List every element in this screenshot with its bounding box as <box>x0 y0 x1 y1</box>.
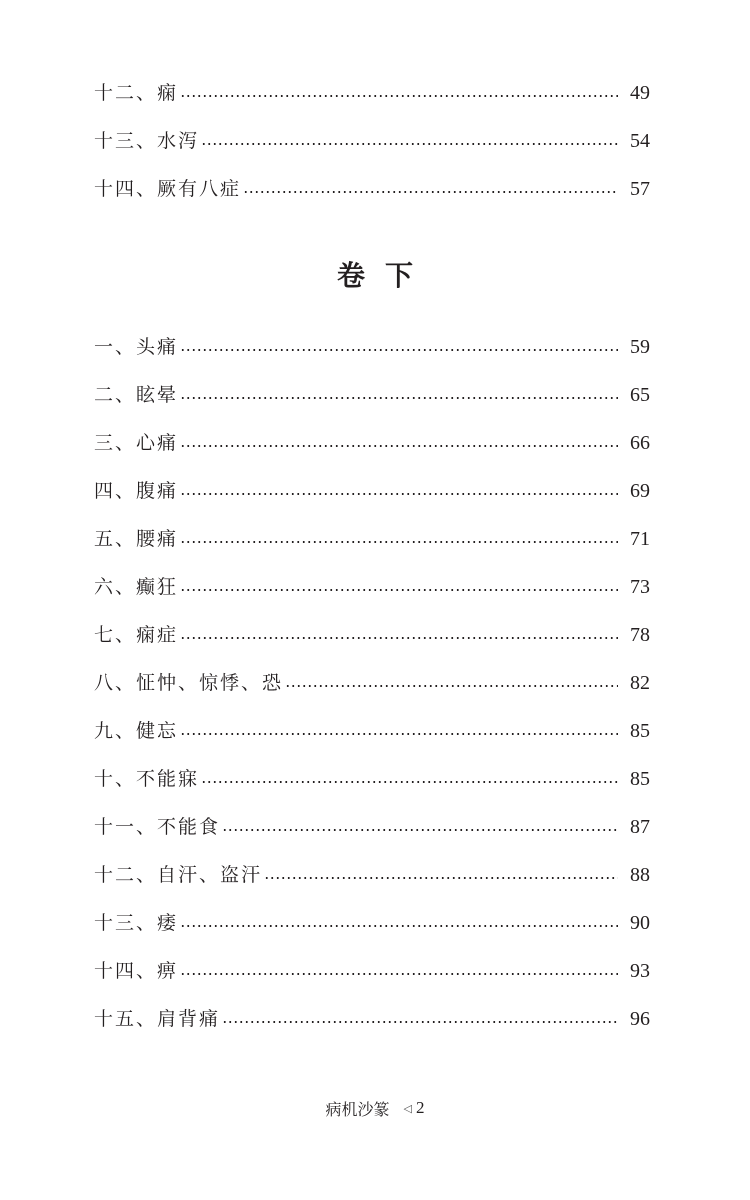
dot-leader <box>180 589 618 591</box>
entry-page-number: 88 <box>630 864 650 886</box>
dot-leader <box>201 143 618 145</box>
entry-page-number: 49 <box>630 82 650 104</box>
dot-leader <box>180 445 618 447</box>
entry-title: 十四、厥有八症 <box>94 178 242 200</box>
entry-title: 八、怔忡、惊悸、恐 <box>94 672 284 694</box>
dot-leader <box>180 973 618 975</box>
dot-leader <box>180 541 618 543</box>
dot-leader <box>180 637 618 639</box>
entry-page-number: 87 <box>630 816 650 838</box>
entry-page-number: 66 <box>630 432 650 454</box>
toc-entry[interactable] <box>94 380 650 410</box>
entry-page-number: 57 <box>630 178 650 200</box>
entry-title: 七、痫症 <box>94 624 179 646</box>
entry-title: 二、眩晕 <box>94 384 179 406</box>
entry-page-number: 82 <box>630 672 650 694</box>
dot-leader <box>201 781 618 783</box>
toc-entry[interactable] <box>94 716 650 746</box>
dot-leader <box>180 733 618 735</box>
dot-leader <box>285 685 618 687</box>
toc-entry[interactable] <box>94 812 650 842</box>
entry-page-number: 71 <box>630 528 650 550</box>
toc-entry[interactable] <box>94 476 650 506</box>
entry-page-number: 90 <box>630 912 650 934</box>
left-triangle-icon: ◁ <box>403 1101 412 1115</box>
entry-title: 十一、不能食 <box>94 816 221 838</box>
toc-entry[interactable] <box>94 764 650 794</box>
dot-leader <box>180 925 618 927</box>
toc-entry[interactable] <box>94 860 650 890</box>
toc-entry[interactable] <box>94 428 650 458</box>
entry-title: 九、健忘 <box>94 720 179 742</box>
entry-title: 一、头痛 <box>94 336 179 358</box>
dot-leader <box>180 349 618 351</box>
entry-page-number: 69 <box>630 480 650 502</box>
entry-title: 十五、肩背痛 <box>94 1008 221 1030</box>
entry-page-number: 85 <box>630 720 650 742</box>
toc-entry[interactable] <box>94 174 650 204</box>
entry-title: 十二、痫 <box>94 82 179 104</box>
section-heading: 卷下 <box>336 259 433 292</box>
dot-leader <box>180 493 618 495</box>
entry-title: 三、心痛 <box>94 432 179 454</box>
entry-title: 四、腹痛 <box>94 480 179 502</box>
dot-leader <box>180 95 618 97</box>
dot-leader <box>180 397 618 399</box>
entry-page-number: 65 <box>630 384 650 406</box>
toc-entry[interactable] <box>94 572 650 602</box>
entry-page-number: 96 <box>630 1008 650 1030</box>
entry-title: 十、不能寐 <box>94 768 200 790</box>
toc-entry[interactable] <box>94 1004 650 1034</box>
entry-page-number: 59 <box>630 336 650 358</box>
toc-entry[interactable] <box>94 908 650 938</box>
entry-page-number: 85 <box>630 768 650 790</box>
entry-title: 五、腰痛 <box>94 528 179 550</box>
toc-entry[interactable] <box>94 332 650 362</box>
entry-title: 十三、痿 <box>94 912 179 934</box>
toc-entry[interactable] <box>94 78 650 108</box>
entry-page-number: 78 <box>630 624 650 646</box>
book-title: 病机沙篆 <box>325 1099 390 1119</box>
entry-title: 十二、自汗、盗汗 <box>94 864 263 886</box>
toc-entry[interactable] <box>94 524 650 554</box>
toc-entry[interactable] <box>94 956 650 986</box>
page-footer <box>0 1096 750 1120</box>
dot-leader <box>264 877 618 879</box>
entry-page-number: 54 <box>630 130 650 152</box>
dot-leader <box>243 191 618 193</box>
entry-title: 十三、水泻 <box>94 130 200 152</box>
entry-title: 六、癫狂 <box>94 576 179 598</box>
toc-entry[interactable] <box>94 668 650 698</box>
entry-title: 十四、痹 <box>94 960 179 982</box>
toc-entry[interactable] <box>94 126 650 156</box>
entry-page-number: 73 <box>630 576 650 598</box>
page-number: 2 <box>415 1098 425 1117</box>
entry-page-number: 93 <box>630 960 650 982</box>
dot-leader <box>222 829 618 831</box>
toc-entry[interactable] <box>94 620 650 650</box>
dot-leader <box>222 1021 618 1023</box>
